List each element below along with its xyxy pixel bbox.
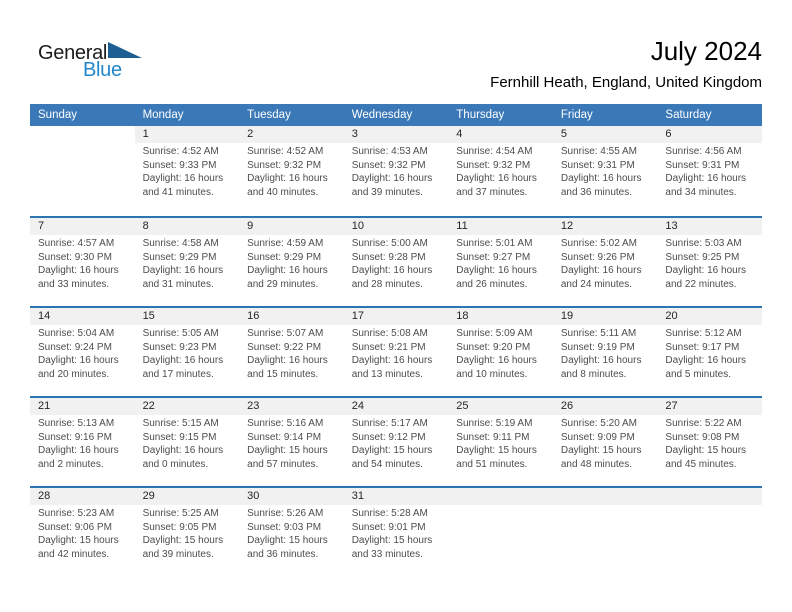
weekday-header-tuesday: Tuesday (247, 109, 291, 121)
day-details (135, 143, 240, 199)
sunset-text: Sunset: 9:22 PM (247, 341, 322, 353)
day-number-strip (448, 398, 553, 415)
day-number: 15 (142, 310, 155, 322)
day-number: 20 (665, 310, 678, 322)
daylight-text: Daylight: 16 hours and 15 minutes. (247, 355, 328, 380)
sunrise-text: Sunrise: 4:57 AM (38, 238, 115, 249)
sunrise-text: Sunrise: 4:56 AM (665, 146, 742, 157)
logo-text-blue: Blue (83, 59, 122, 81)
day-cell-17 (344, 308, 449, 396)
day-cell-18 (448, 308, 553, 396)
day-number-strip (448, 218, 553, 235)
daylight-text: Daylight: 16 hours and 2 minutes. (38, 445, 119, 470)
day-details (344, 143, 449, 199)
day-details (657, 325, 762, 381)
sunset-text: Sunset: 9:05 PM (142, 521, 217, 533)
day-details (553, 415, 658, 471)
sunrise-text: Sunrise: 4:53 AM (351, 146, 428, 157)
daylight-text: Daylight: 16 hours and 28 minutes. (351, 265, 433, 290)
day-number-strip (135, 218, 240, 235)
sunset-text: Sunset: 9:16 PM (38, 431, 112, 443)
sunset-text: Sunset: 9:31 PM (665, 159, 740, 171)
day-number-strip (553, 488, 658, 505)
day-details (448, 325, 553, 381)
sunrise-text: Sunrise: 5:04 AM (38, 328, 115, 339)
day-cell-9 (239, 218, 344, 306)
day-number-strip (135, 126, 240, 143)
sunrise-text: Sunrise: 5:26 AM (247, 508, 324, 519)
day-cell-13 (657, 218, 762, 306)
day-cell-30 (239, 488, 344, 576)
daylight-text: Daylight: 15 hours and 39 minutes. (142, 535, 224, 560)
calendar-week-row (30, 126, 762, 216)
day-number: 31 (351, 490, 364, 502)
sunset-text: Sunset: 9:12 PM (351, 431, 426, 443)
day-number: 24 (351, 400, 364, 412)
sunrise-text: Sunrise: 5:07 AM (247, 328, 324, 339)
day-cell-19 (553, 308, 658, 396)
day-number: 6 (665, 128, 672, 140)
day-number-strip (344, 308, 449, 325)
daylight-text: Daylight: 15 hours and 54 minutes. (351, 445, 433, 470)
day-cell-3 (344, 126, 449, 216)
day-number-strip (239, 218, 344, 235)
day-number: 29 (142, 490, 155, 502)
day-details (135, 415, 240, 471)
day-details (239, 235, 344, 291)
day-cell-empty (657, 488, 762, 576)
day-number: 18 (456, 310, 469, 322)
sunset-text: Sunset: 9:25 PM (665, 251, 740, 263)
day-details (30, 415, 135, 471)
sunset-text: Sunset: 9:15 PM (142, 431, 217, 443)
day-number: 23 (247, 400, 260, 412)
calendar-week-row (30, 216, 762, 306)
day-cell-2 (239, 126, 344, 216)
sunset-text: Sunset: 9:06 PM (38, 521, 112, 533)
daylight-text: Daylight: 16 hours and 8 minutes. (560, 355, 642, 380)
day-cell-1 (135, 126, 240, 216)
day-number-strip (135, 308, 240, 325)
calendar-week-row (30, 306, 762, 396)
daylight-text: Daylight: 16 hours and 33 minutes. (38, 265, 119, 290)
day-details (344, 505, 449, 561)
sunrise-text: Sunrise: 4:52 AM (142, 146, 219, 157)
sunrise-text: Sunrise: 4:55 AM (560, 146, 637, 157)
sunset-text: Sunset: 9:17 PM (665, 341, 740, 353)
day-number: 12 (560, 220, 574, 232)
day-number: 1 (142, 128, 149, 140)
day-number-strip (344, 488, 449, 505)
day-number: 27 (665, 400, 678, 412)
daylight-text: Daylight: 15 hours and 57 minutes. (247, 445, 328, 470)
daylight-text: Daylight: 16 hours and 29 minutes. (247, 265, 328, 290)
sunrise-text: Sunrise: 5:13 AM (38, 418, 115, 429)
daylight-text: Daylight: 16 hours and 10 minutes. (456, 355, 537, 380)
daylight-text: Daylight: 16 hours and 5 minutes. (665, 355, 747, 380)
general-blue-logo (38, 42, 142, 82)
sunset-text: Sunset: 9:31 PM (560, 159, 635, 171)
sunrise-text: Sunrise: 5:05 AM (142, 328, 219, 339)
sunset-text: Sunset: 9:27 PM (456, 251, 531, 263)
sunrise-text: Sunrise: 5:16 AM (247, 418, 324, 429)
sunrise-text: Sunrise: 5:12 AM (665, 328, 742, 339)
day-details (135, 235, 240, 291)
day-number-strip (239, 488, 344, 505)
weekday-header-sunday: Sunday (38, 109, 78, 121)
calendar-week-row (30, 396, 762, 486)
day-number-strip (135, 488, 240, 505)
day-details (657, 143, 762, 199)
day-cell-12 (553, 218, 658, 306)
day-cell-21 (30, 398, 135, 486)
day-number: 11 (456, 220, 468, 232)
daylight-text: Daylight: 15 hours and 45 minutes. (665, 445, 747, 470)
day-details (239, 325, 344, 381)
day-number: 5 (560, 128, 567, 140)
day-details (657, 415, 762, 471)
day-details (135, 505, 240, 561)
sunset-text: Sunset: 9:08 PM (665, 431, 740, 443)
daylight-text: Daylight: 15 hours and 42 minutes. (38, 535, 119, 560)
sunrise-text: Sunrise: 5:25 AM (142, 508, 219, 519)
day-number: 17 (351, 310, 364, 322)
sunrise-text: Sunrise: 5:01 AM (456, 238, 533, 249)
day-details (30, 235, 135, 291)
daylight-text: Daylight: 16 hours and 34 minutes. (665, 173, 747, 198)
day-number: 3 (351, 128, 358, 140)
sunrise-text: Sunrise: 5:03 AM (665, 238, 742, 249)
day-details (30, 325, 135, 381)
day-number-strip (448, 126, 553, 143)
sunset-text: Sunset: 9:09 PM (560, 431, 635, 443)
day-cell-31 (344, 488, 449, 576)
daylight-text: Daylight: 15 hours and 48 minutes. (560, 445, 642, 470)
day-number-strip (657, 488, 762, 505)
day-cell-25 (448, 398, 553, 486)
sunset-text: Sunset: 9:29 PM (142, 251, 217, 263)
day-details (448, 235, 553, 291)
day-details (448, 143, 553, 199)
day-number: 8 (142, 220, 149, 232)
sunrise-text: Sunrise: 4:59 AM (247, 238, 324, 249)
sunrise-text: Sunrise: 5:28 AM (351, 508, 428, 519)
weekday-header-row (30, 104, 762, 126)
daylight-text: Daylight: 16 hours and 26 minutes. (456, 265, 537, 290)
sunrise-text: Sunrise: 4:52 AM (247, 146, 324, 157)
daylight-text: Daylight: 16 hours and 37 minutes. (456, 173, 537, 198)
day-number-strip (448, 308, 553, 325)
day-cell-8 (135, 218, 240, 306)
sunset-text: Sunset: 9:28 PM (351, 251, 426, 263)
day-number: 4 (456, 128, 463, 140)
sunrise-text: Sunrise: 4:54 AM (456, 146, 533, 157)
day-details (344, 235, 449, 291)
day-cell-23 (239, 398, 344, 486)
daylight-text: Daylight: 16 hours and 39 minutes. (351, 173, 433, 198)
weekday-header-wednesday: Wednesday (351, 109, 413, 121)
logo-text-general: General (38, 42, 108, 64)
day-cell-empty (30, 126, 135, 216)
day-details (344, 325, 449, 381)
day-number-strip (344, 398, 449, 415)
daylight-text: Daylight: 16 hours and 17 minutes. (142, 355, 224, 380)
daylight-text: Daylight: 15 hours and 33 minutes. (351, 535, 433, 560)
daylight-text: Daylight: 16 hours and 13 minutes. (351, 355, 433, 380)
sunrise-text: Sunrise: 4:58 AM (142, 238, 219, 249)
day-number-strip (657, 126, 762, 143)
daylight-text: Daylight: 15 hours and 51 minutes. (456, 445, 537, 470)
day-cell-5 (553, 126, 658, 216)
day-details (239, 415, 344, 471)
sunrise-text: Sunrise: 5:02 AM (560, 238, 637, 249)
day-number-strip (657, 308, 762, 325)
daylight-text: Daylight: 16 hours and 41 minutes. (142, 173, 224, 198)
day-cell-29 (135, 488, 240, 576)
weeks-container (30, 126, 762, 576)
sunrise-text: Sunrise: 5:11 AM (560, 328, 637, 339)
day-number-strip (30, 308, 135, 325)
day-cell-26 (553, 398, 658, 486)
sunset-text: Sunset: 9:21 PM (351, 341, 426, 353)
day-number-strip (448, 488, 553, 505)
day-details (239, 143, 344, 199)
day-number-strip (344, 126, 449, 143)
calendar-grid (30, 104, 762, 576)
daylight-text: Daylight: 15 hours and 36 minutes. (247, 535, 328, 560)
day-number: 2 (247, 128, 254, 140)
day-number: 13 (665, 220, 678, 232)
day-cell-empty (448, 488, 553, 576)
day-number: 22 (142, 400, 155, 412)
day-cell-16 (239, 308, 344, 396)
day-details (448, 415, 553, 471)
daylight-text: Daylight: 16 hours and 20 minutes. (38, 355, 119, 380)
day-cell-27 (657, 398, 762, 486)
day-cell-14 (30, 308, 135, 396)
calendar-title-block (490, 36, 762, 91)
sunset-text: Sunset: 9:14 PM (247, 431, 322, 443)
day-details (553, 325, 658, 381)
sunrise-text: Sunrise: 5:23 AM (38, 508, 115, 519)
sunrise-text: Sunrise: 5:20 AM (560, 418, 637, 429)
location-subtitle: Fernhill Heath, England, United Kingdom (490, 74, 762, 91)
sunrise-text: Sunrise: 5:09 AM (456, 328, 533, 339)
sunset-text: Sunset: 9:32 PM (351, 159, 426, 171)
sunset-text: Sunset: 9:01 PM (351, 521, 426, 533)
day-number-strip (135, 398, 240, 415)
daylight-text: Daylight: 16 hours and 36 minutes. (560, 173, 642, 198)
day-cell-10 (344, 218, 449, 306)
sunset-text: Sunset: 9:20 PM (456, 341, 531, 353)
day-details (553, 235, 658, 291)
day-number-strip (30, 488, 135, 505)
daylight-text: Daylight: 16 hours and 0 minutes. (142, 445, 224, 470)
day-number-strip (239, 308, 344, 325)
sunset-text: Sunset: 9:23 PM (142, 341, 217, 353)
weekday-header-friday: Friday (560, 109, 593, 121)
sunset-text: Sunset: 9:03 PM (247, 521, 322, 533)
sunset-text: Sunset: 9:11 PM (456, 431, 530, 443)
sunset-text: Sunset: 9:33 PM (142, 159, 217, 171)
day-cell-22 (135, 398, 240, 486)
sunrise-text: Sunrise: 5:17 AM (351, 418, 428, 429)
day-number-strip (553, 398, 658, 415)
day-cell-4 (448, 126, 553, 216)
day-cell-6 (657, 126, 762, 216)
day-number: 7 (38, 220, 45, 232)
daylight-text: Daylight: 16 hours and 24 minutes. (560, 265, 642, 290)
day-number: 28 (38, 490, 51, 502)
sunrise-text: Sunrise: 5:08 AM (351, 328, 428, 339)
sunset-text: Sunset: 9:32 PM (247, 159, 322, 171)
day-details (239, 505, 344, 561)
day-cell-20 (657, 308, 762, 396)
calendar-week-row (30, 486, 762, 576)
day-cell-7 (30, 218, 135, 306)
weekday-header-thursday: Thursday (456, 109, 505, 121)
day-details (657, 235, 762, 291)
daylight-text: Daylight: 16 hours and 22 minutes. (665, 265, 747, 290)
day-number: 26 (560, 400, 574, 412)
day-number-strip (239, 398, 344, 415)
day-number: 16 (247, 310, 260, 322)
sunset-text: Sunset: 9:32 PM (456, 159, 531, 171)
daylight-text: Daylight: 16 hours and 31 minutes. (142, 265, 224, 290)
day-number: 14 (38, 310, 51, 322)
sunset-text: Sunset: 9:26 PM (560, 251, 635, 263)
day-cell-15 (135, 308, 240, 396)
day-number: 30 (247, 490, 260, 502)
month-title: July 2024 (650, 36, 762, 66)
day-cell-11 (448, 218, 553, 306)
sunrise-text: Sunrise: 5:15 AM (142, 418, 219, 429)
daylight-text: Daylight: 16 hours and 40 minutes. (247, 173, 328, 198)
sunrise-text: Sunrise: 5:22 AM (665, 418, 742, 429)
day-cell-empty (553, 488, 658, 576)
sunrise-text: Sunrise: 5:19 AM (456, 418, 533, 429)
day-number-strip (657, 218, 762, 235)
sunset-text: Sunset: 9:29 PM (247, 251, 322, 263)
weekday-header-saturday: Saturday (665, 109, 712, 121)
day-number-strip (30, 218, 135, 235)
day-number: 21 (38, 400, 51, 412)
day-cell-28 (30, 488, 135, 576)
day-number-strip (344, 218, 449, 235)
day-details (344, 415, 449, 471)
day-number-strip (553, 126, 658, 143)
sunset-text: Sunset: 9:24 PM (38, 341, 112, 353)
sunset-text: Sunset: 9:19 PM (560, 341, 635, 353)
day-number-strip (553, 218, 658, 235)
day-details (553, 143, 658, 199)
day-number: 19 (560, 310, 574, 322)
day-number: 25 (456, 400, 469, 412)
day-cell-24 (344, 398, 449, 486)
day-number: 9 (247, 220, 254, 232)
weekday-header-monday: Monday (142, 109, 184, 121)
day-details (30, 505, 135, 561)
day-number-strip (657, 398, 762, 415)
day-number: 10 (351, 220, 364, 232)
day-number-strip (553, 308, 658, 325)
sunset-text: Sunset: 9:30 PM (38, 251, 112, 263)
day-number-strip (239, 126, 344, 143)
day-details (135, 325, 240, 381)
sunrise-text: Sunrise: 5:00 AM (351, 238, 428, 249)
day-number-strip (30, 126, 135, 143)
day-number-strip (30, 398, 135, 415)
